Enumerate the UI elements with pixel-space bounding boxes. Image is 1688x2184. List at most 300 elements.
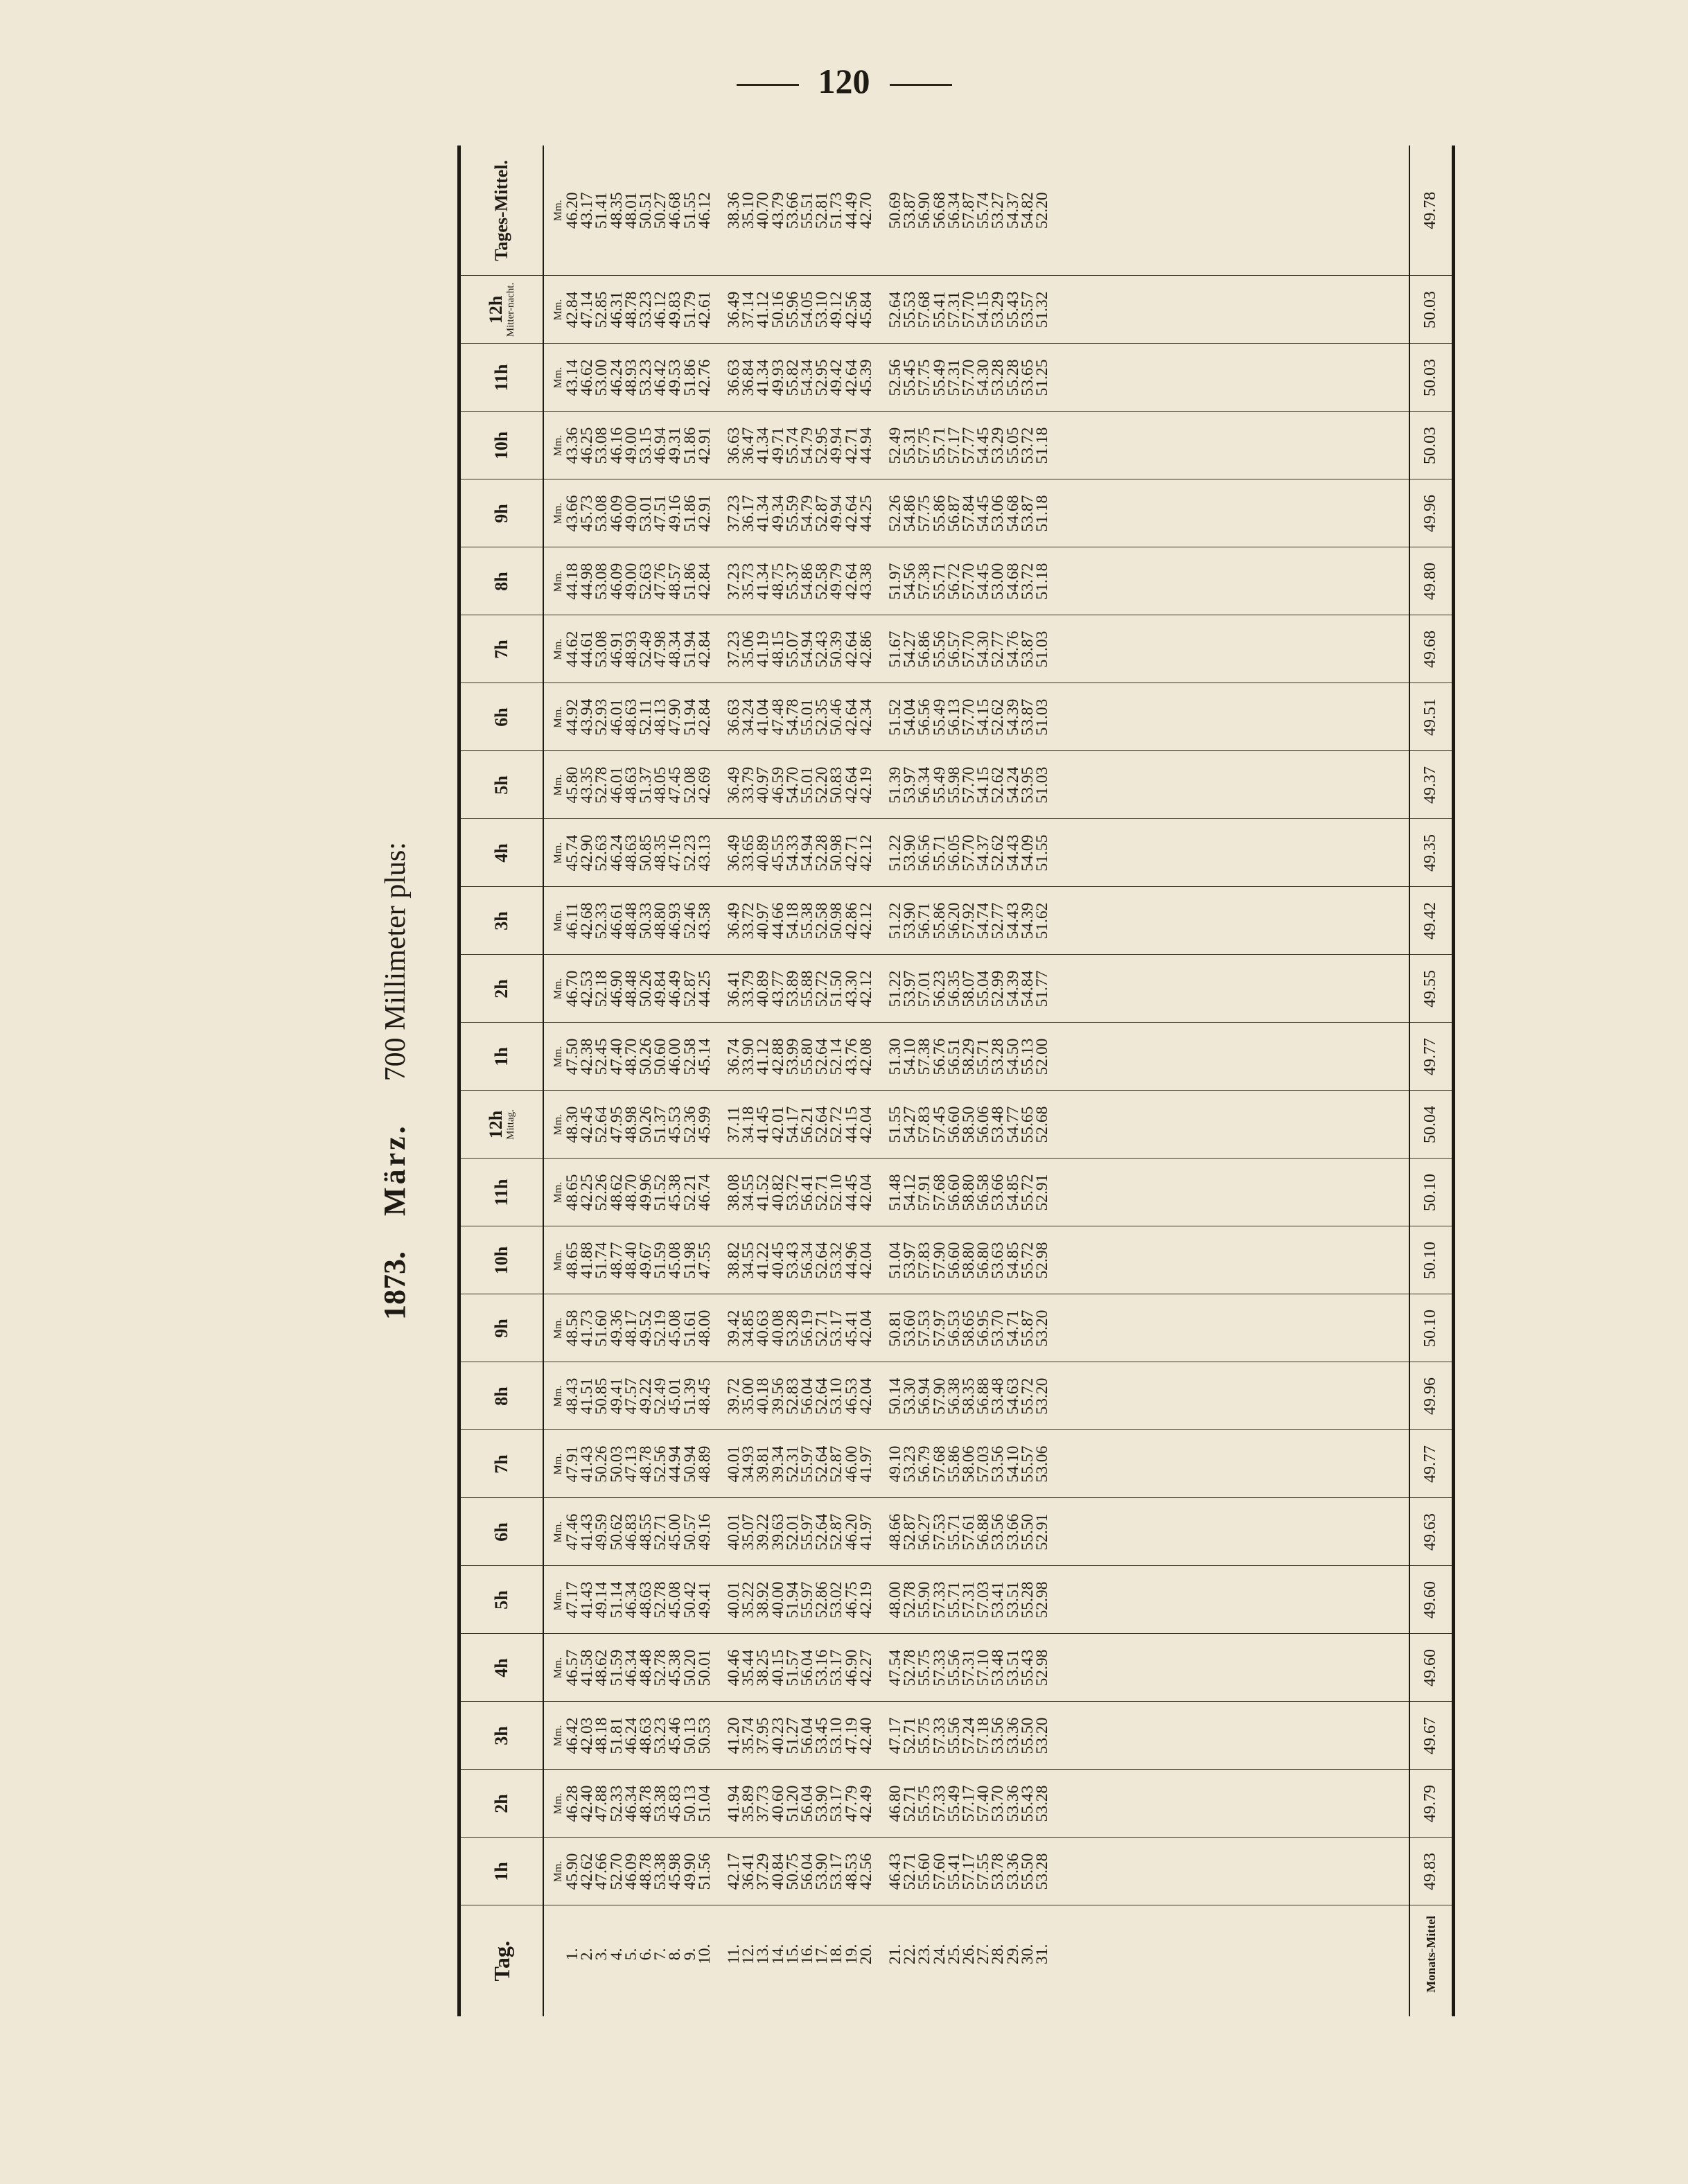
value-cell: 53.17: [827, 1785, 846, 1822]
value-cell: 57.70: [960, 291, 978, 328]
value-cell: 55.07: [783, 631, 802, 668]
value-cell: 42.53: [578, 970, 597, 1007]
value-cell: 37.29: [754, 1853, 773, 1890]
value-cell: 54.33: [783, 834, 802, 872]
value-cell: 46.09: [607, 495, 626, 532]
value-cell: 56.21: [798, 1106, 817, 1143]
day-label: 8.: [666, 1948, 685, 1961]
value-cell: 46.49: [666, 970, 685, 1007]
value-cell: 52.83: [783, 1377, 802, 1415]
value-cell: 52.98: [1033, 1242, 1052, 1279]
value-cell: 53.57: [1018, 291, 1037, 328]
value-cell: 51.59: [607, 1649, 626, 1687]
value-cell: 42.12: [856, 834, 875, 872]
value-cell: 55.97: [798, 1581, 817, 1619]
value-cell: 48.30: [563, 1106, 581, 1143]
day-label: 18.: [827, 1944, 846, 1964]
value-cell: 40.01: [725, 1513, 744, 1551]
value-cell: 52.72: [827, 1106, 846, 1143]
value-cell: 48.93: [622, 631, 640, 668]
value-cell: 42.64: [842, 359, 861, 396]
hour-column: [543, 1634, 1409, 1702]
value-cell: 49.59: [592, 1513, 611, 1551]
value-cell: 39.56: [768, 1377, 787, 1415]
value-cell: 50.13: [680, 1717, 699, 1754]
value-cell: 54.94: [798, 631, 817, 668]
value-cell: 45.14: [695, 1038, 714, 1075]
value-cell: 52.20: [1033, 192, 1052, 229]
value-cell: 53.32: [827, 1242, 846, 1279]
value-cell: 42.84: [695, 563, 714, 600]
value-cell: 56.88: [974, 1513, 993, 1551]
value-cell: 49.96: [637, 1174, 656, 1211]
value-cell: 42.91: [695, 427, 714, 464]
value-cell: 51.94: [783, 1581, 802, 1619]
unit-label: Mm.: [552, 1657, 564, 1679]
value-cell: 48.63: [622, 834, 640, 872]
day-label: 24.: [930, 1944, 949, 1964]
value-cell: 53.08: [592, 427, 611, 464]
value-cell: 46.42: [563, 1717, 581, 1754]
value-cell: 57.77: [960, 427, 978, 464]
value-cell: 41.34: [754, 563, 773, 600]
value-cell: 55.37: [783, 563, 802, 600]
value-cell: 40.82: [768, 1174, 787, 1211]
value-cell: 56.95: [974, 1310, 993, 1347]
value-cell: 41.20: [725, 1717, 744, 1754]
value-cell: 55.43: [1018, 1649, 1037, 1687]
value-cell: 48.66: [886, 1513, 905, 1551]
value-cell: 45.41: [842, 1310, 861, 1347]
value-cell: 47.46: [563, 1513, 581, 1551]
value-cell: 52.45: [592, 1038, 611, 1075]
value-cell: 35.00: [739, 1377, 758, 1415]
value-cell: 57.90: [930, 1242, 949, 1279]
value-cell: 47.90: [666, 698, 685, 736]
value-cell: 56.04: [798, 1717, 817, 1754]
value-cell: 43.35: [578, 766, 597, 804]
value-cell: 46.24: [607, 359, 626, 396]
value-cell: 53.28: [989, 359, 1008, 396]
value-cell: 54.76: [1003, 631, 1022, 668]
value-cell: 40.97: [754, 902, 773, 940]
unit-label: Mm.: [552, 1113, 564, 1136]
value-cell: 41.43: [578, 1513, 597, 1551]
value-cell: 42.08: [856, 1038, 875, 1075]
value-cell: 51.04: [695, 1785, 714, 1822]
value-cell: 48.13: [651, 698, 670, 736]
value-cell: 52.20: [813, 766, 832, 804]
value-cell: 51.56: [695, 1853, 714, 1890]
value-cell: 40.18: [754, 1377, 773, 1415]
header-hour: [459, 1498, 544, 1566]
day-label: 27.: [974, 1944, 993, 1964]
value-cell: 49.52: [637, 1310, 656, 1347]
value-cell: 52.23: [680, 834, 699, 872]
header-hour: [459, 751, 544, 819]
value-cell: 52.56: [651, 1445, 670, 1483]
value-cell: 52.64: [813, 1038, 832, 1075]
value-cell: 47.17: [886, 1717, 905, 1754]
header-hour: [459, 1838, 544, 1905]
header-hour: [459, 1430, 544, 1498]
value-cell: 48.70: [622, 1174, 640, 1211]
day-label: 4.: [607, 1948, 626, 1961]
header-hour-label: 4h: [491, 843, 511, 863]
value-cell: 48.70: [622, 1038, 640, 1075]
value-cell: 50.26: [637, 970, 656, 1007]
header-hour: [459, 887, 544, 955]
header-hour-label: 10h: [491, 431, 511, 460]
value-cell: 53.23: [651, 1717, 670, 1754]
value-cell: 42.84: [563, 291, 581, 328]
monthly-mean-value: 49.35: [1409, 819, 1454, 887]
value-cell: 57.83: [915, 1106, 934, 1143]
value-cell: 47.51: [651, 495, 670, 532]
value-cell: 55.71: [944, 1581, 963, 1619]
value-cell: 56.19: [798, 1310, 817, 1347]
value-cell: 46.59: [768, 766, 787, 804]
value-cell: 42.04: [856, 1174, 875, 1211]
value-cell: 55.49: [930, 359, 949, 396]
header-hour-label: 10h: [491, 1246, 511, 1275]
value-cell: 54.74: [974, 902, 993, 940]
value-cell: 56.27: [915, 1513, 934, 1551]
value-cell: 51.25: [1033, 359, 1052, 396]
value-cell: 53.36: [1003, 1785, 1022, 1822]
day-label: 1.: [563, 1948, 581, 1961]
value-cell: 48.78: [637, 1785, 656, 1822]
header-hour-label: 11h: [491, 1179, 511, 1206]
value-cell: 55.71: [974, 1038, 993, 1075]
value-cell: 52.64: [886, 291, 905, 328]
value-cell: 45.55: [768, 834, 787, 872]
value-cell: 39.72: [725, 1377, 744, 1415]
value-cell: 53.00: [989, 563, 1008, 600]
value-cell: 48.78: [637, 1853, 656, 1890]
hour-column: [543, 683, 1409, 751]
value-cell: 50.16: [768, 291, 787, 328]
value-cell: 56.88: [974, 1377, 993, 1415]
value-cell: 42.91: [695, 495, 714, 532]
day-label: 16.: [798, 1944, 817, 1964]
header-hour: [459, 1770, 544, 1838]
value-cell: 56.57: [944, 631, 963, 668]
value-cell: 53.90: [901, 834, 920, 872]
value-cell: 52.71: [901, 1717, 920, 1754]
day-label: 15.: [783, 1944, 802, 1964]
value-cell: 52.77: [989, 631, 1008, 668]
value-cell: 55.59: [783, 495, 802, 532]
value-cell: 37.23: [725, 495, 744, 532]
value-cell: 43.58: [695, 902, 714, 940]
value-cell: 46.01: [607, 766, 626, 804]
value-cell: 48.17: [622, 1310, 640, 1347]
value-cell: 45.08: [666, 1581, 685, 1619]
header-hour-label: 9h: [491, 1319, 511, 1338]
value-cell: 47.55: [695, 1242, 714, 1279]
value-cell: 50.57: [680, 1513, 699, 1551]
value-cell: 54.50: [1003, 1038, 1022, 1075]
value-cell: 46.91: [607, 631, 626, 668]
value-cell: 53.97: [901, 970, 920, 1007]
value-cell: 52.49: [886, 427, 905, 464]
value-cell: 53.28: [783, 1310, 802, 1347]
unit-label: Mm.: [552, 434, 564, 457]
value-cell: 42.04: [856, 1377, 875, 1415]
value-cell: 55.49: [930, 698, 949, 736]
value-cell: 51.30: [886, 1038, 905, 1075]
header-hour-label: 2h: [491, 979, 511, 998]
value-cell: 51.50: [827, 970, 846, 1007]
value-cell: 50.01: [695, 1649, 714, 1687]
value-cell: 57.70: [960, 766, 978, 804]
unit-label: Mm.: [552, 842, 564, 864]
value-cell: 56.58: [974, 1174, 993, 1211]
value-cell: 42.71: [842, 427, 861, 464]
hour-column: [543, 615, 1409, 683]
value-cell: 47.48: [768, 698, 787, 736]
value-cell: 52.95: [813, 427, 832, 464]
header-hour-label: 8h: [491, 572, 511, 591]
value-cell: 34.55: [739, 1242, 758, 1279]
value-cell: 53.01: [637, 495, 656, 532]
value-cell: 51.39: [886, 766, 905, 804]
value-cell: 51.86: [680, 427, 699, 464]
header-row: [459, 146, 544, 2016]
value-cell: 55.88: [798, 970, 817, 1007]
value-cell: 41.12: [754, 1038, 773, 1075]
value-cell: 46.11: [563, 903, 581, 940]
monthly-mean-value: 49.77: [1409, 1430, 1454, 1498]
monthly-mean-value: 49.67: [1409, 1702, 1454, 1770]
value-cell: 52.87: [827, 1513, 846, 1551]
value-cell: 54.39: [1003, 698, 1022, 736]
value-cell: 40.63: [754, 1310, 773, 1347]
value-cell: 53.60: [901, 1310, 920, 1347]
value-cell: 53.43: [783, 1242, 802, 1279]
value-cell: 46.74: [695, 1174, 714, 1211]
value-cell: 50.85: [637, 834, 656, 872]
value-cell: 57.31: [944, 359, 963, 396]
day-label: 26.: [960, 1944, 978, 1964]
value-cell: 53.72: [1018, 563, 1037, 600]
value-cell: 47.14: [578, 291, 597, 328]
value-cell: 42.86: [842, 902, 861, 940]
value-cell: 52.62: [989, 834, 1008, 872]
value-cell: 49.94: [827, 427, 846, 464]
value-cell: 46.20: [563, 192, 581, 229]
header-hour-label: 4h: [491, 1658, 511, 1677]
value-cell: 57.24: [960, 1717, 978, 1754]
value-cell: 55.56: [944, 1717, 963, 1754]
value-cell: 58.29: [960, 1038, 978, 1075]
value-cell: 36.84: [739, 359, 758, 396]
value-cell: 51.97: [886, 563, 905, 600]
value-cell: 49.36: [607, 1310, 626, 1347]
header-hour-label: 8h: [491, 1386, 511, 1406]
value-cell: 55.87: [1018, 1310, 1037, 1347]
hour-column: [543, 1091, 1409, 1159]
value-cell: 52.91: [1033, 1513, 1052, 1551]
value-cell: 50.39: [827, 631, 846, 668]
hour-column: [543, 955, 1409, 1023]
value-cell: 53.10: [813, 291, 832, 328]
value-cell: 52.43: [813, 631, 832, 668]
value-cell: 34.55: [739, 1174, 758, 1211]
hour-column: [543, 819, 1409, 887]
value-cell: 48.45: [695, 1377, 714, 1415]
day-label: 30.: [1018, 1944, 1037, 1964]
value-cell: 57.03: [974, 1445, 993, 1483]
value-cell: 57.45: [930, 1106, 949, 1143]
value-cell: 50.75: [783, 1853, 802, 1890]
day-label: 28.: [989, 1944, 1008, 1964]
value-cell: 38.36: [725, 192, 744, 229]
value-cell: 51.62: [1033, 902, 1052, 940]
value-cell: 42.84: [695, 631, 714, 668]
value-cell: 55.50: [1018, 1717, 1037, 1754]
value-cell: 42.40: [856, 1717, 875, 1754]
monthly-mean-value: 49.96: [1409, 479, 1454, 547]
header-hour-label: 5h: [491, 775, 511, 795]
value-cell: 41.19: [754, 631, 773, 668]
value-cell: 46.16: [607, 427, 626, 464]
value-cell: 52.71: [813, 1174, 832, 1211]
day-label: 21.: [886, 1944, 905, 1964]
value-cell: 56.80: [974, 1242, 993, 1279]
value-cell: 43.13: [695, 834, 714, 872]
value-cell: 49.42: [827, 359, 846, 396]
value-cell: 55.43: [1003, 291, 1022, 328]
value-cell: 55.49: [944, 1785, 963, 1822]
value-cell: 46.09: [622, 1853, 640, 1890]
day-label: 3.: [592, 1948, 611, 1961]
value-cell: 54.30: [974, 359, 993, 396]
value-cell: 52.62: [989, 766, 1008, 804]
value-cell: 42.70: [856, 192, 875, 229]
monthly-mean-value: 49.60: [1409, 1634, 1454, 1702]
value-cell: 52.95: [813, 359, 832, 396]
value-cell: 47.79: [842, 1785, 861, 1822]
value-cell: 55.04: [974, 970, 993, 1007]
value-cell: 56.86: [915, 631, 934, 668]
value-cell: 49.79: [827, 563, 846, 600]
value-cell: 53.48: [989, 1649, 1008, 1687]
value-cell: 48.63: [622, 766, 640, 804]
value-cell: 51.59: [651, 1242, 670, 1279]
value-cell: 51.55: [680, 192, 699, 229]
value-cell: 53.23: [637, 291, 656, 328]
header-hour: [459, 1702, 544, 1770]
value-cell: 42.88: [768, 1038, 787, 1075]
value-cell: 54.45: [974, 563, 993, 600]
value-cell: 58.06: [960, 1445, 978, 1483]
value-cell: 50.85: [592, 1377, 611, 1415]
value-cell: 51.22: [886, 970, 905, 1007]
title-month: März.: [378, 1123, 412, 1216]
value-cell: 55.80: [798, 1038, 817, 1075]
value-cell: 42.64: [842, 766, 861, 804]
value-cell: 49.41: [607, 1377, 626, 1415]
header-hour: [459, 1362, 544, 1430]
value-cell: 54.09: [1018, 834, 1037, 872]
value-cell: 44.49: [842, 192, 861, 229]
value-cell: 52.85: [592, 291, 611, 328]
value-cell: 45.74: [563, 834, 581, 872]
value-cell: 55.71: [930, 427, 949, 464]
value-cell: 42.49: [856, 1785, 875, 1822]
value-cell: 54.39: [1018, 902, 1037, 940]
value-cell: 46.90: [842, 1649, 861, 1687]
value-cell: 48.18: [592, 1717, 611, 1754]
monthly-mean-label: Monats-Mittel: [1409, 1905, 1454, 2016]
monthly-mean-value: 49.83: [1409, 1838, 1454, 1905]
value-cell: 46.80: [886, 1785, 905, 1822]
value-cell: 52.72: [813, 970, 832, 1007]
value-cell: 49.41: [695, 1581, 714, 1619]
value-cell: 52.99: [989, 970, 1008, 1007]
value-cell: 48.62: [592, 1649, 611, 1687]
value-cell: 54.68: [1003, 495, 1022, 532]
value-cell: 37.14: [739, 291, 758, 328]
value-cell: 40.60: [768, 1785, 787, 1822]
value-cell: 57.31: [960, 1581, 978, 1619]
value-cell: 42.68: [578, 902, 597, 940]
value-cell: 54.82: [1018, 192, 1037, 229]
value-cell: 51.14: [607, 1581, 626, 1619]
header-hour: [459, 1294, 544, 1362]
value-cell: 57.75: [915, 427, 934, 464]
value-cell: 49.93: [768, 359, 787, 396]
value-cell: 55.96: [783, 291, 802, 328]
value-cell: 48.55: [637, 1513, 656, 1551]
value-cell: 57.31: [960, 1649, 978, 1687]
value-cell: 42.01: [768, 1106, 787, 1143]
value-cell: 57.17: [944, 427, 963, 464]
value-cell: 52.71: [813, 1310, 832, 1347]
value-cell: 52.58: [680, 1038, 699, 1075]
monthly-mean-row: [1409, 146, 1454, 2016]
value-cell: 58.35: [960, 1377, 978, 1415]
value-cell: 57.91: [915, 1174, 934, 1211]
value-cell: 50.20: [680, 1649, 699, 1687]
value-cell: 46.24: [622, 1717, 640, 1754]
value-cell: 41.12: [754, 291, 773, 328]
unit-label: Mm.: [552, 1046, 564, 1068]
monthly-mean-value: 49.63: [1409, 1498, 1454, 1566]
header-hour: [459, 1023, 544, 1091]
value-cell: 48.00: [695, 1310, 714, 1347]
value-cell: 54.84: [1018, 970, 1037, 1007]
value-cell: 56.05: [944, 834, 963, 872]
page-number: [0, 61, 1688, 101]
value-cell: 47.19: [842, 1717, 861, 1754]
value-cell: 50.33: [637, 902, 656, 940]
value-cell: 56.04: [798, 1853, 817, 1890]
monthly-mean-value: 50.10: [1409, 1294, 1454, 1362]
value-cell: 54.86: [901, 495, 920, 532]
value-cell: 53.78: [989, 1853, 1008, 1890]
value-cell: 49.94: [827, 495, 846, 532]
value-cell: 33.65: [739, 834, 758, 872]
value-cell: 51.22: [886, 834, 905, 872]
value-cell: 54.78: [783, 698, 802, 736]
value-cell: 40.08: [768, 1310, 787, 1347]
hour-column: [543, 1838, 1409, 1905]
unit-label: Mm.: [552, 706, 564, 728]
value-cell: 58.07: [960, 970, 978, 1007]
